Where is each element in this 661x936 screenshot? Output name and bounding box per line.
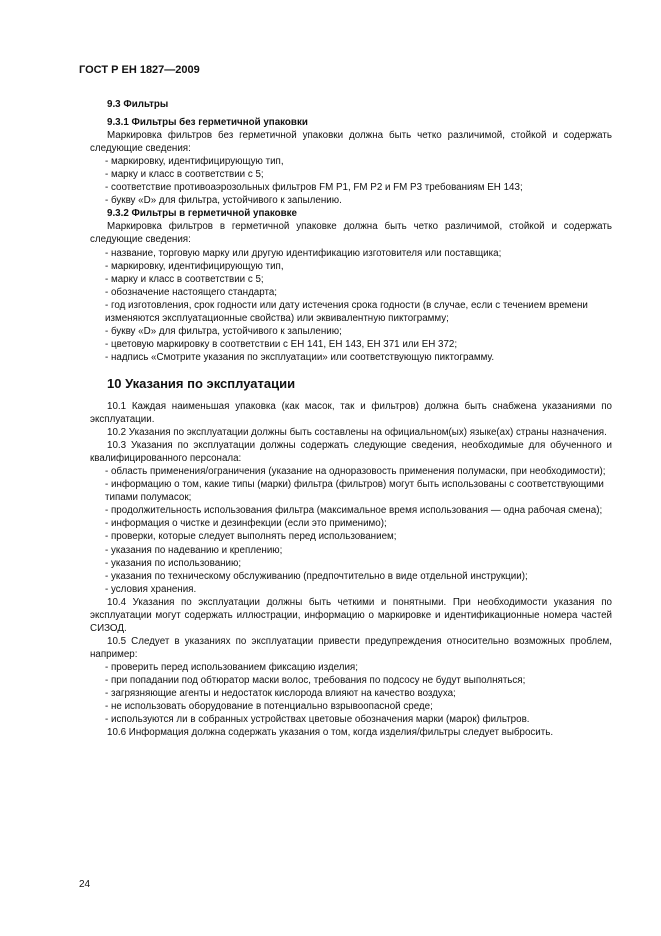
paragraph: Маркировка фильтров в герметичной упаковке должна быть четко различимой, стойкой и содержать следующие сведения: bbox=[90, 221, 612, 246]
paragraph: Маркировка фильтров без герметичной упаковки должна быть четко различимой, стойкой и содержать следующие сведения: bbox=[90, 130, 612, 155]
list-item: - букву «D» для фильтра, устойчивого к запылению; bbox=[105, 325, 342, 337]
list-item: - название, торговую марку или другую идентификацию изготовителя или поставщика; bbox=[105, 247, 502, 259]
list-item: - маркировку, идентифицирующую тип, bbox=[105, 156, 284, 168]
list-item: - продолжительность использования фильтра (максимальное время использования — одна рабочая смена); bbox=[105, 505, 603, 517]
list-item: - условия хранения. bbox=[105, 583, 197, 595]
list-item: - соответствие противоаэрозольных фильтров FM P1, FM P2 и FM P3 требованиям ЕН 143; bbox=[105, 182, 523, 194]
list-item: - указания по надеванию и креплению; bbox=[105, 544, 283, 556]
section-10-heading: 10 Указания по эксплуатации bbox=[107, 375, 296, 391]
paragraph: 10.6 Информация должна содержать указания о том, когда изделия/фильтры следует выбросить. bbox=[107, 727, 554, 739]
list-item: - марку и класс в соответствии с 5; bbox=[105, 273, 264, 285]
document-body bbox=[90, 98, 612, 739]
list-item: - область применения/ограничения (указание на одноразовость применения полумаски, при необходимости); bbox=[105, 466, 606, 478]
list-item: - указания по техническому обслуживанию (предпочтительно в виде отдельной инструкции); bbox=[105, 570, 528, 582]
list-item: - год изготовления, срок годности или дату истечения срока годности (в случае, если с течением времени изменяются эксплуатационные свойства) или эквивалентную пиктограмму; bbox=[105, 299, 588, 324]
list-item: - указания по использованию; bbox=[105, 557, 242, 569]
list-item: - маркировку, идентифицирующую тип, bbox=[105, 260, 284, 272]
list-item: - букву «D» для фильтра, устойчивого к запылению. bbox=[105, 195, 342, 207]
list-item: - при попадании под обтюратор маски волос, требования по подсосу не будут выполняться; bbox=[105, 674, 526, 686]
paragraph: 10.3 Указания по эксплуатации должны содержать следующие сведения, необходимые для обученного и квалифицированного персонала: bbox=[90, 440, 612, 465]
document-header: ГОСТ Р ЕН 1827—2009 bbox=[79, 64, 200, 76]
list-item: - загрязняющие агенты и недостаток кислорода влияют на качество воздуха; bbox=[105, 688, 456, 700]
list-item: - надпись «Смотрите указания по эксплуатации» или соответствующую пиктограмму. bbox=[105, 351, 495, 363]
section-9-3-1-heading: 9.3.1 Фильтры без герметичной упаковки bbox=[107, 117, 308, 129]
list-item: - проверки, которые следует выполнять перед использованием; bbox=[105, 531, 397, 543]
paragraph: 10.4 Указания по эксплуатации должны быть четкими и понятными. При необходимости указания по эксплуатации могут содержать иллюстрации, информацию о маркировке и идентификационные номера частей СИЗОД. bbox=[90, 596, 612, 634]
list-item: - информация о чистке и дезинфекции (если это применимо); bbox=[105, 518, 387, 530]
paragraph: 10.2 Указания по эксплуатации должны быть составлены на официальном(ых) языке(ах) страны назначения. bbox=[107, 427, 607, 439]
list-item: - проверить перед использованием фиксацию изделия; bbox=[105, 661, 358, 673]
list-item: - используются ли в собранных устройствах цветовые обозначения марки (марок) фильтров. bbox=[105, 714, 530, 726]
page-number: 24 bbox=[79, 879, 91, 890]
section-9-3-2-heading: 9.3.2 Фильтры в герметичной упаковке bbox=[107, 208, 297, 220]
section-9-3-heading: 9.3 Фильтры bbox=[107, 99, 169, 110]
list-item: - марку и класс в соответствии с 5; bbox=[105, 169, 264, 181]
list-item: - не использовать оборудование в потенциально взрывоопасной среде; bbox=[105, 701, 433, 713]
paragraph: 10.5 Следует в указаниях по эксплуатации привести предупреждения относительно возможных проблем, например: bbox=[90, 635, 612, 660]
list-item: - цветовую маркировку в соответствии с ЕН 141, ЕН 143, ЕН 371 или ЕН 372; bbox=[105, 338, 458, 350]
list-item: - информацию о том, какие типы (марки) фильтра (фильтров) могут быть использованы с соответствующими типами полумасок; bbox=[105, 479, 604, 504]
list-item: - обозначение настоящего стандарта; bbox=[105, 286, 278, 298]
paragraph: 10.1 Каждая наименьшая упаковка (как масок, так и фильтров) должна быть снабжена указаниями по эксплуатации. bbox=[90, 400, 612, 426]
